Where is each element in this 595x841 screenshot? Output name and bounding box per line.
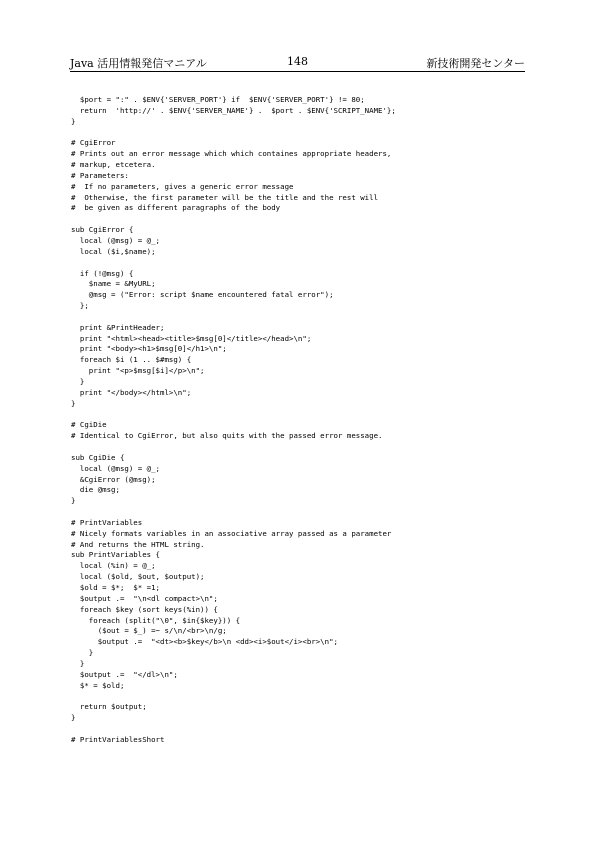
code-line: # markup, etcetera. [71, 160, 156, 170]
code-line: $old = $*; $* =1; [71, 582, 160, 592]
code-line: &CgiError (@msg); [71, 474, 156, 484]
code-line: # Otherwise, the first parameter will be the title and the rest will [71, 192, 379, 202]
code-line: $port = ":" . $ENV{'SERVER_PORT'} if $ENV{'SERVER_PORT'} != 80; [71, 95, 365, 104]
code-line: return 'http://' . $ENV{'SERVER_NAME'} . $port . $ENV{'SCRIPT_NAME'}; [71, 105, 396, 115]
code-line: foreach (split("\0", $in{$key})) { [71, 615, 241, 625]
code-line [71, 442, 521, 453]
header-organization: 新技術開発センター [426, 57, 525, 70]
code-line: $* = $old; [71, 680, 125, 690]
code-line: local ($i,$name); [71, 246, 156, 256]
code-line: } [71, 648, 94, 658]
code-line: local (%in) = @_; [71, 561, 156, 571]
code-line: $name = &MyURL; [71, 279, 156, 289]
code-line: print &PrintHeader; [71, 322, 165, 332]
code-line: $output .= "</dl>\n"; [71, 669, 178, 679]
code-line: } [71, 116, 76, 126]
code-line: sub CgiDie { [71, 452, 125, 462]
code-line: } [71, 713, 76, 723]
header-rule [70, 71, 525, 72]
code-line: sub CgiError { [71, 225, 134, 235]
header-title: Java 活用情報発信マニアル [70, 57, 207, 70]
code-line: local ($old, $out, $output); [71, 572, 205, 582]
code-line: } [71, 496, 76, 506]
code-line: } [71, 376, 85, 386]
code-line: die @msg; [71, 485, 120, 495]
code-line: print "</body></html>\n"; [71, 387, 192, 397]
code-line [71, 128, 521, 139]
code-line: local (@msg) = @_; [71, 235, 160, 245]
code-line [71, 312, 521, 323]
code-line [71, 507, 521, 518]
code-line: # CgiDie [71, 420, 107, 430]
code-line: foreach $i (1 .. $#msg) { [71, 355, 192, 365]
code-line: # Prints out an error message which which containes appropriate headers, [71, 149, 392, 159]
code-line: if (!@msg) { [71, 268, 134, 278]
code-line: $output .= "<dt><b>$key</b>\n <dd><i>$out</i><br>\n"; [71, 637, 338, 647]
code-line: print "<p>$msg[$i]</p>\n"; [71, 366, 205, 376]
code-line [71, 258, 521, 269]
code-listing [71, 95, 521, 746]
code-line: # PrintVariables [71, 517, 143, 527]
code-line: }; [71, 301, 89, 311]
code-line: # PrintVariablesShort [71, 734, 165, 744]
page-header [70, 55, 525, 71]
code-line [71, 214, 521, 225]
code-line: # And returns the HTML string. [71, 539, 205, 549]
code-line: # Identical to CgiError, but also quits with the passed error message. [71, 431, 383, 441]
code-line: print "<body><h1>$msg[0]</h1>\n"; [71, 344, 227, 354]
code-line: # Nicely formats variables in an associative array passed as a parameter [71, 528, 392, 538]
code-line [71, 724, 521, 735]
code-line: @msg = ("Error: script $name encountered fatal error"); [71, 290, 334, 300]
code-line [71, 691, 521, 702]
code-line: return $output; [71, 702, 147, 712]
code-line: print "<html><head><title>$msg[0]</title></head>\n"; [71, 333, 312, 343]
code-line: foreach $key (sort keys(%in)) { [71, 604, 218, 614]
code-line: } [71, 398, 76, 408]
code-line: ($out = $_) =~ s/\n/<br>\n/g; [71, 626, 227, 636]
code-line: # If no parameters, gives a generic error message [71, 181, 294, 191]
code-line: # Parameters: [71, 170, 129, 180]
code-line: } [71, 658, 85, 668]
code-line: sub PrintVariables { [71, 550, 160, 560]
code-line: # CgiError [71, 138, 116, 148]
code-line: # be given as different paragraphs of the body [71, 203, 281, 213]
page-number: 148 [287, 55, 308, 68]
code-line: $output .= "\n<dl compact>\n"; [71, 593, 218, 603]
code-line: local (@msg) = @_; [71, 463, 160, 473]
code-line [71, 409, 521, 420]
